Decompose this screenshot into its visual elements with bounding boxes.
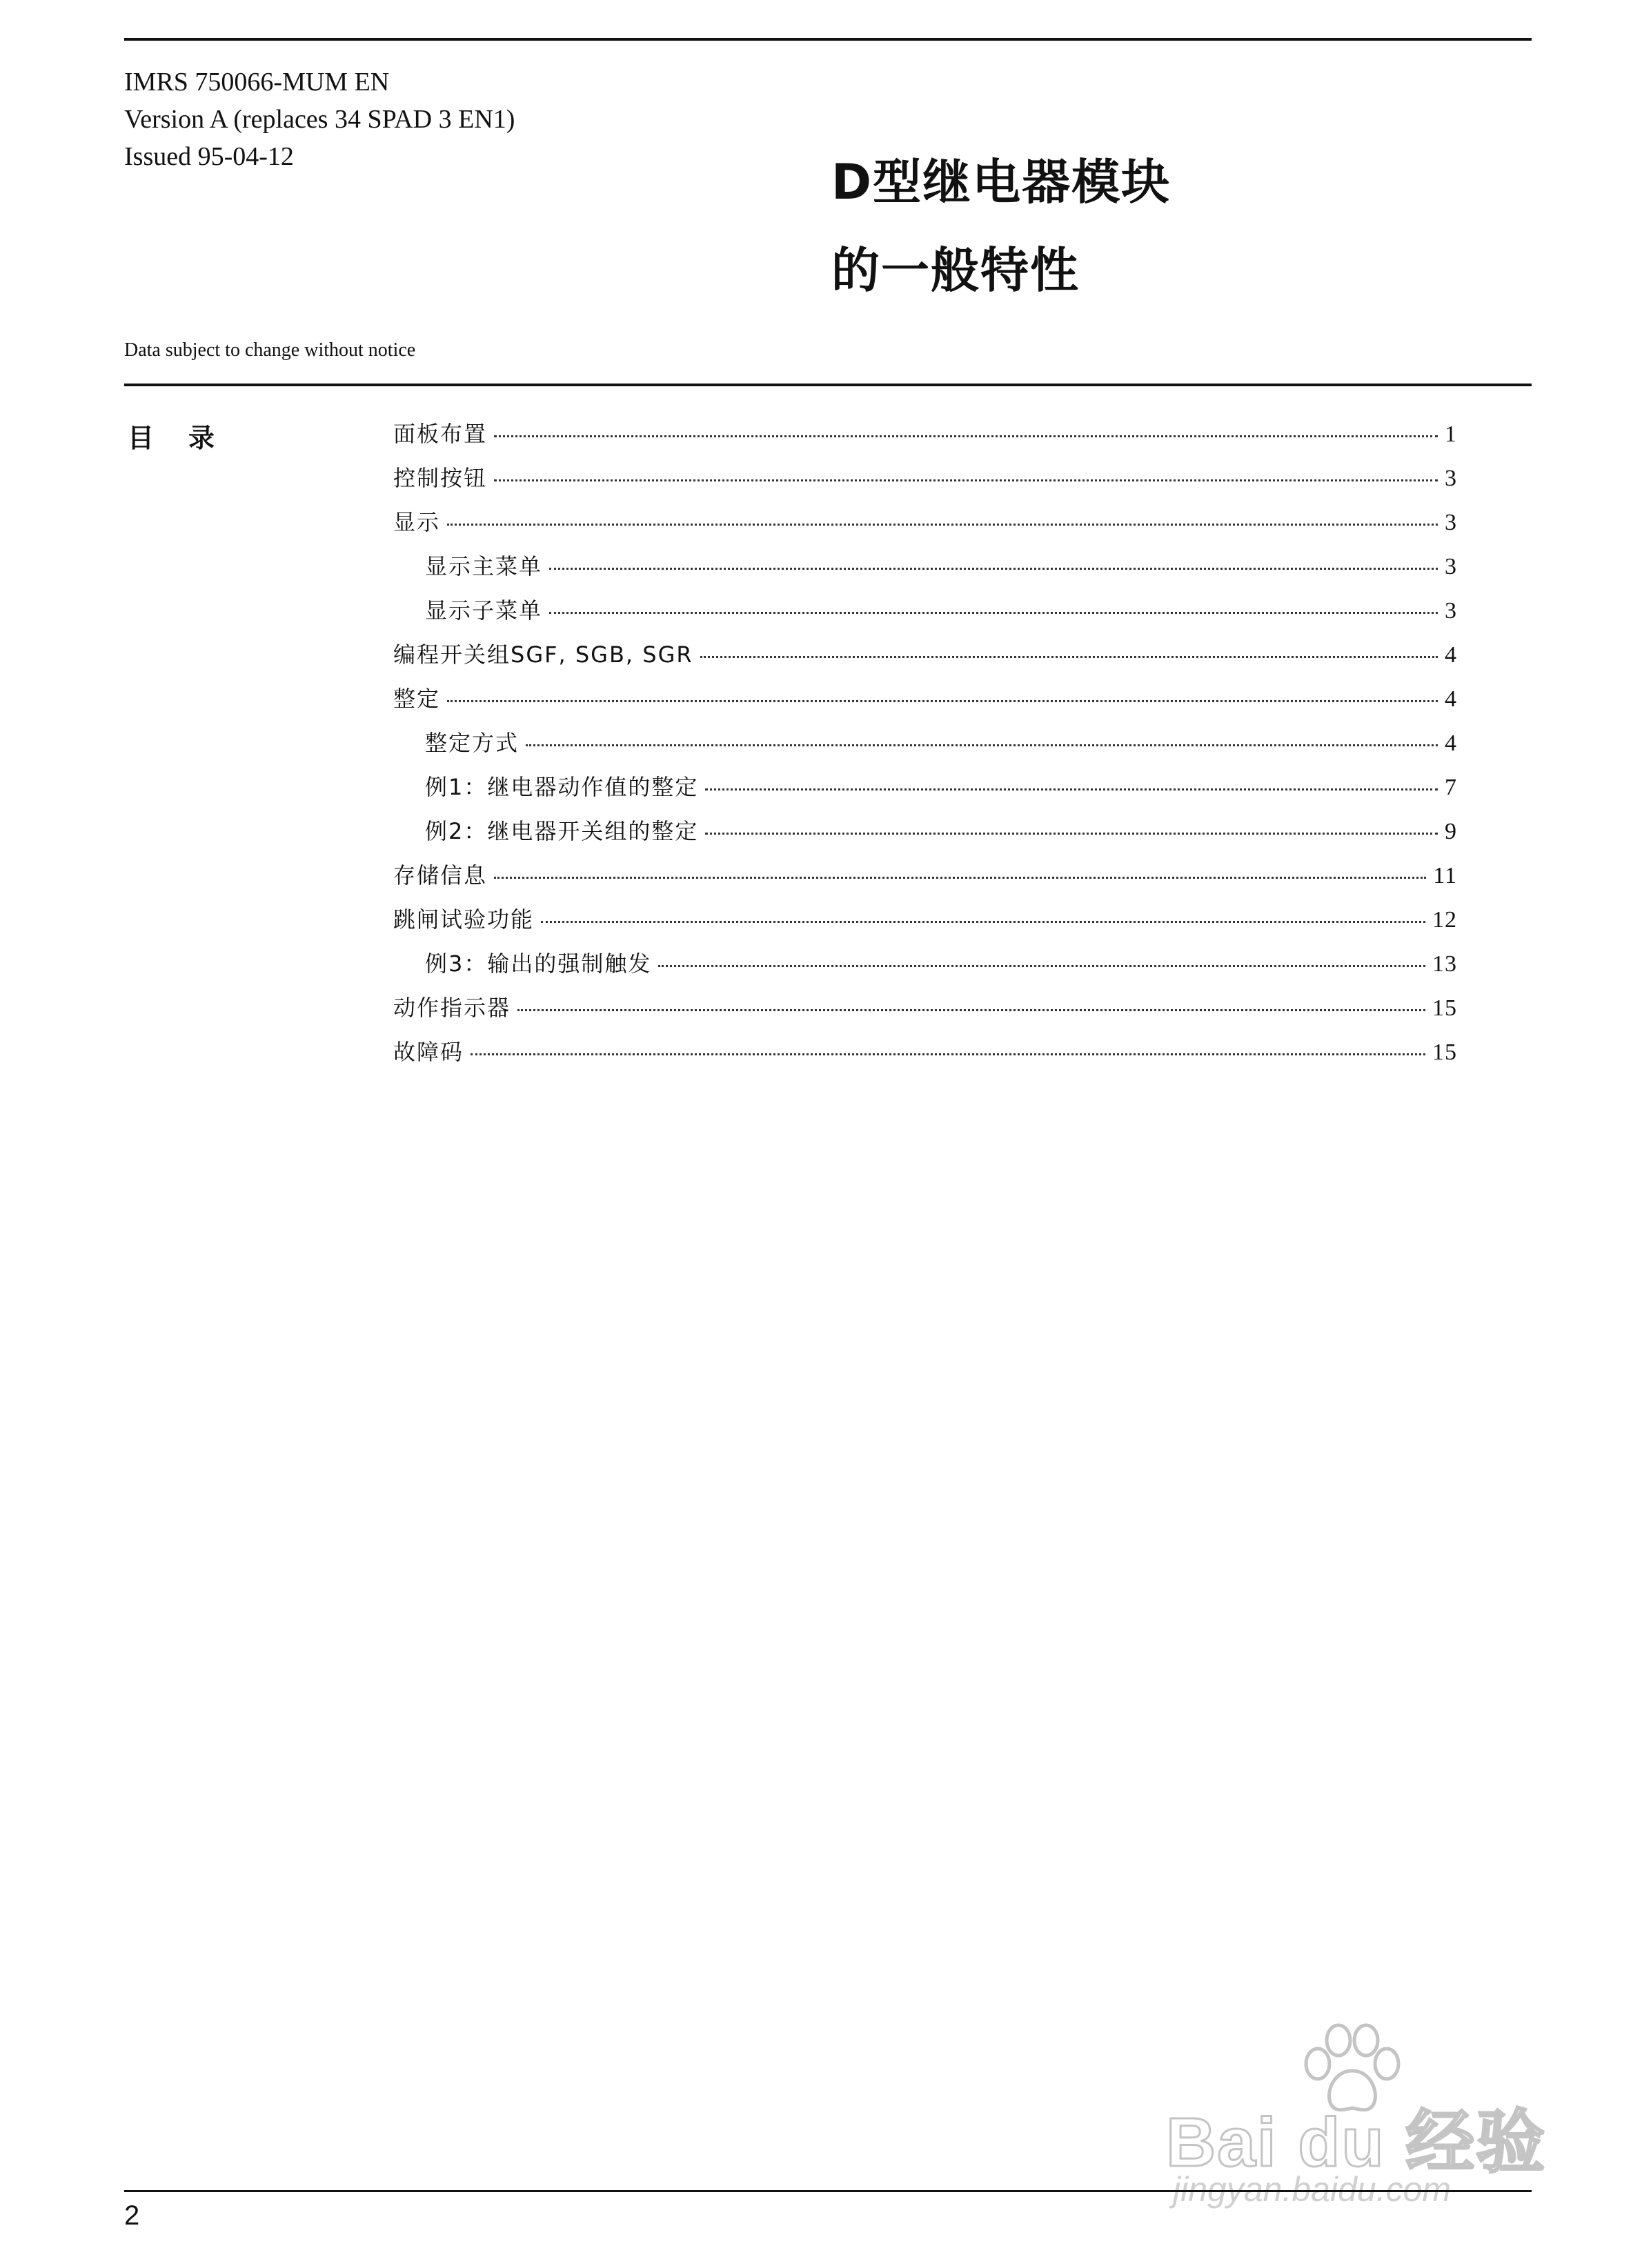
dot-leader xyxy=(705,833,1438,835)
toc-entry[interactable] xyxy=(425,946,1457,981)
toc-entry-label: 动作指示器 xyxy=(393,995,511,1021)
toc-entry-page: 9 xyxy=(1445,819,1457,844)
dot-leader xyxy=(700,656,1438,658)
toc-entry-page: 4 xyxy=(1445,730,1457,756)
dot-leader xyxy=(658,965,1425,967)
doc-version: Version A (replaces 34 SPAD 3 EN1) xyxy=(124,105,515,134)
title-line-1: D型继电器模块 xyxy=(831,154,1171,210)
toc-entry-page: 11 xyxy=(1433,863,1457,888)
watermark xyxy=(1166,2021,1552,2228)
watermark-brand: Bai du 经验 xyxy=(1166,2104,1547,2181)
watermark-url: jingyan.baidu.com xyxy=(1173,2170,1452,2209)
dot-leader xyxy=(447,700,1438,702)
toc-entry-label: 跳闸试验功能 xyxy=(393,906,535,933)
toc-entry-page: 3 xyxy=(1445,598,1457,624)
doc-id: IMRS 750066-MUM EN xyxy=(124,68,390,97)
toc-entry[interactable] xyxy=(425,593,1457,628)
title-line-2: 的一般特性 xyxy=(831,242,1080,299)
page-title xyxy=(831,138,1171,315)
toc-entry-label: 例2：继电器开关组的整定 xyxy=(425,818,699,844)
toc-entry-page: 3 xyxy=(1445,466,1457,491)
toc-entry[interactable] xyxy=(393,505,1457,539)
toc-entry-label: 例1：继电器动作值的整定 xyxy=(425,774,699,800)
dot-leader xyxy=(541,921,1425,923)
toc-entry-page: 1 xyxy=(1445,421,1457,447)
section-rule xyxy=(124,384,1532,386)
toc-entry[interactable] xyxy=(393,991,1457,1025)
dot-leader xyxy=(471,1053,1425,1055)
toc-entry[interactable] xyxy=(425,770,1457,804)
toc-entry-page: 15 xyxy=(1432,1040,1457,1065)
toc-entry-label: 显示主菜单 xyxy=(425,553,543,579)
document-info xyxy=(124,63,515,175)
toc-entry-page: 3 xyxy=(1445,510,1457,535)
footer-rule xyxy=(124,2190,1532,2192)
toc-entry[interactable] xyxy=(393,682,1457,716)
toc-entry[interactable] xyxy=(393,858,1457,893)
toc-entry-page: 12 xyxy=(1432,907,1457,933)
page-number: 2 xyxy=(124,2200,140,2231)
toc-entry-label: 面板布置 xyxy=(393,421,488,447)
toc-entry-page: 7 xyxy=(1445,775,1457,800)
toc-entry[interactable] xyxy=(425,726,1457,760)
toc-entry-label: 显示子菜单 xyxy=(425,597,543,624)
toc-entry-label: 整定 xyxy=(393,686,441,712)
toc-entry-label: 故障码 xyxy=(393,1039,464,1065)
toc-entry[interactable] xyxy=(425,549,1457,584)
dot-leader xyxy=(447,524,1438,526)
toc-entry[interactable] xyxy=(393,902,1457,937)
dot-leader xyxy=(494,877,1426,879)
toc-entry-page: 4 xyxy=(1445,642,1457,668)
toc-entry[interactable] xyxy=(393,461,1457,495)
toc-entry-label: 存储信息 xyxy=(393,862,488,888)
toc-entry-page: 4 xyxy=(1445,686,1457,712)
toc-entry-label: 显示 xyxy=(393,509,441,535)
doc-issued: Issued 95-04-12 xyxy=(124,142,294,171)
toc-entry-label: 控制按钮 xyxy=(393,465,488,491)
dot-leader xyxy=(705,788,1438,790)
toc-entry-page: 15 xyxy=(1432,995,1457,1021)
toc-entry[interactable] xyxy=(393,1035,1457,1069)
toc-heading: 目录 xyxy=(128,423,250,453)
dot-leader xyxy=(494,479,1438,481)
top-rule xyxy=(124,38,1532,41)
toc-entry[interactable] xyxy=(425,814,1457,848)
toc-entry-label: 例3：输出的强制触发 xyxy=(425,951,652,977)
dot-leader xyxy=(549,568,1438,570)
toc-entry-label: 编程开关组SGF, SGB, SGR xyxy=(393,641,693,668)
dot-leader xyxy=(526,744,1438,746)
dot-leader xyxy=(517,1009,1425,1011)
toc-entry-page: 13 xyxy=(1432,951,1457,977)
toc-entry-label: 整定方式 xyxy=(425,730,520,756)
toc-entry-page: 3 xyxy=(1445,554,1457,579)
dot-leader xyxy=(549,612,1438,614)
toc-entry[interactable] xyxy=(393,417,1457,451)
change-notice: Data subject to change without notice xyxy=(124,339,416,361)
dot-leader xyxy=(494,435,1438,437)
toc-entry[interactable] xyxy=(393,637,1457,672)
